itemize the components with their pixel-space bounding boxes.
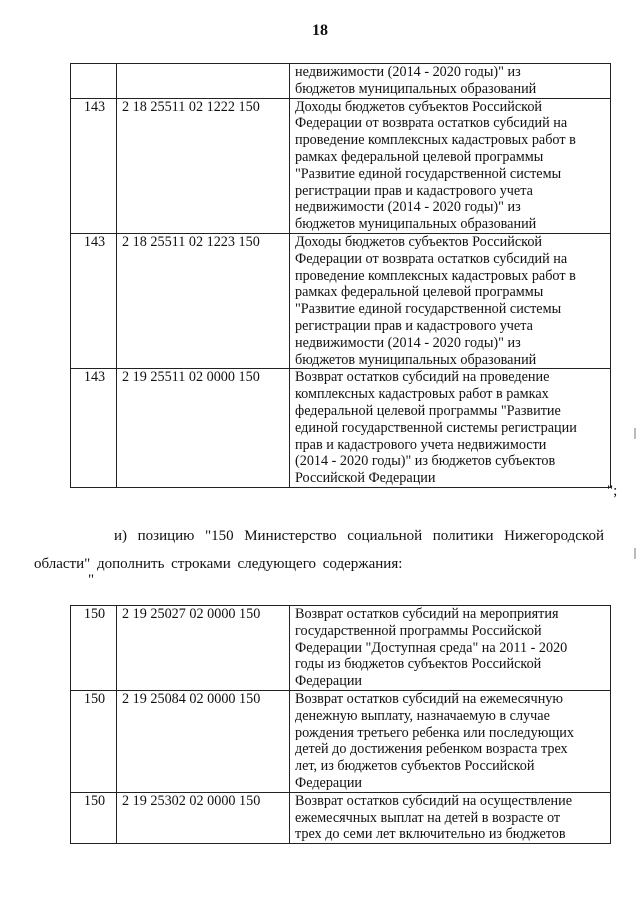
- table-row: [71, 98, 611, 233]
- description-line: прав и кадастрового учета недвижимости: [295, 436, 547, 453]
- budget-classification-code-cell: 2 19 25084 02 0000 150: [117, 690, 290, 792]
- table-row: [71, 606, 611, 691]
- description-line: проведение комплексных кадастровых работ в: [295, 267, 576, 284]
- budget-classification-code-cell: 2 18 25511 02 1222 150: [117, 98, 290, 233]
- description-line: Федерации: [295, 774, 363, 791]
- budget-classification-code-cell: 2 18 25511 02 1223 150: [117, 233, 290, 368]
- table-row: [71, 792, 611, 843]
- income-description-cell: [290, 369, 611, 488]
- description-line: единой государственной системы регистрации: [295, 419, 577, 436]
- income-description-cell: [290, 233, 611, 368]
- description-line: рождения третьего ребенка или последующих: [295, 724, 574, 741]
- chapter-code-cell: 150: [71, 690, 117, 792]
- description-line: бюджетов муниципальных образований: [295, 216, 537, 233]
- income-description-cell: [290, 792, 611, 843]
- description-line: Возврат остатков субсидий на ежемесячную: [295, 690, 563, 707]
- chapter-code-cell: 143: [71, 233, 117, 368]
- description-line: денежную выплату, назначаемую в случае: [295, 707, 550, 724]
- budget-classification-code-cell: 2 19 25027 02 0000 150: [117, 606, 290, 691]
- description-line: Федерации от возврата остатков субсидий на: [295, 250, 568, 267]
- description-line: федеральной целевой программы "Развитие: [295, 402, 561, 419]
- chapter-code-cell: 150: [71, 606, 117, 691]
- description-line: рамках федеральной целевой программы: [295, 148, 544, 165]
- description-line: (2014 - 2020 годы)" из бюджетов субъектов: [295, 453, 556, 470]
- income-description-cell: [290, 64, 611, 99]
- description-line: Российской Федерации: [295, 470, 436, 487]
- description-line: детей до достижения ребенком возраста трех: [295, 741, 568, 758]
- budget-classification-code-cell: 2 19 25302 02 0000 150: [117, 792, 290, 843]
- description-line: регистрации прав и кадастрового учета: [295, 317, 533, 334]
- description-line: лет, из бюджетов субъектов Российской: [295, 758, 535, 775]
- description-line: Доходы бюджетов субъектов Российской: [295, 98, 543, 115]
- scan-edge-mark: [634, 548, 636, 559]
- chapter-code-cell: 143: [71, 98, 117, 233]
- description-line: "Развитие единой государственной системы: [295, 165, 562, 182]
- description-line: Доходы бюджетов субъектов Российской: [295, 233, 543, 250]
- description-line: Федерации: [295, 673, 363, 690]
- table-row: [71, 64, 611, 99]
- description-line: государственной программы Российской: [295, 622, 542, 639]
- description-line: проведение комплексных кадастровых работ в: [295, 132, 576, 149]
- table-body: [71, 606, 611, 844]
- table-body: [71, 64, 611, 488]
- budget-classification-code-cell: 2 19 25511 02 0000 150: [117, 369, 290, 488]
- amendment-paragraph: и) позицию "150 Министерство социальной политики Нижегородской области" дополнить строками следующего содержания:: [34, 528, 604, 572]
- description-line: регистрации прав и кадастрового учета: [295, 182, 533, 199]
- table-row: [71, 690, 611, 792]
- page-number: 18: [312, 22, 328, 39]
- income-description-cell: [290, 606, 611, 691]
- description-line: недвижимости (2014 - 2020 годы)" из: [295, 64, 521, 80]
- description-line: Федерации "Доступная среда" на 2011 - 2020: [295, 639, 568, 656]
- income-description-cell: [290, 98, 611, 233]
- table-row: [71, 369, 611, 488]
- chapter-code-cell: 150: [71, 792, 117, 843]
- table-row: [71, 233, 611, 368]
- description-line: Возврат остатков субсидий на проведение: [295, 369, 550, 386]
- description-line: бюджетов муниципальных образований: [295, 80, 537, 97]
- description-line: рамках федеральной целевой программы: [295, 284, 544, 301]
- closing-quote-mark: ";: [607, 483, 618, 499]
- description-line: ежемесячных выплат на детей в возрасте от: [295, 809, 561, 826]
- description-line: бюджетов муниципальных образований: [295, 351, 537, 368]
- description-line: Возврат остатков субсидий на осуществление: [295, 792, 572, 809]
- description-line: трех до семи лет включительно из бюджетов: [295, 826, 566, 843]
- scan-edge-mark: [634, 428, 636, 439]
- income-description-cell: [290, 690, 611, 792]
- description-line: "Развитие единой государственной системы: [295, 301, 562, 318]
- opening-quote-mark: ": [88, 572, 95, 588]
- description-line: недвижимости (2014 - 2020 годы)" из: [295, 334, 521, 351]
- description-line: годы из бюджетов субъектов Российской: [295, 656, 542, 673]
- description-line: комплексных кадастровых работ в рамках: [295, 386, 549, 403]
- budget-classification-code-cell: [117, 64, 290, 99]
- chapter-code-cell: [71, 64, 117, 99]
- chapter-code-cell: 143: [71, 369, 117, 488]
- description-line: недвижимости (2014 - 2020 годы)" из: [295, 199, 521, 216]
- description-line: Возврат остатков субсидий на мероприятия: [295, 606, 559, 622]
- description-line: Федерации от возврата остатков субсидий на: [295, 115, 568, 132]
- budget-codes-table-143: [70, 63, 611, 488]
- budget-codes-table-150: [70, 605, 611, 844]
